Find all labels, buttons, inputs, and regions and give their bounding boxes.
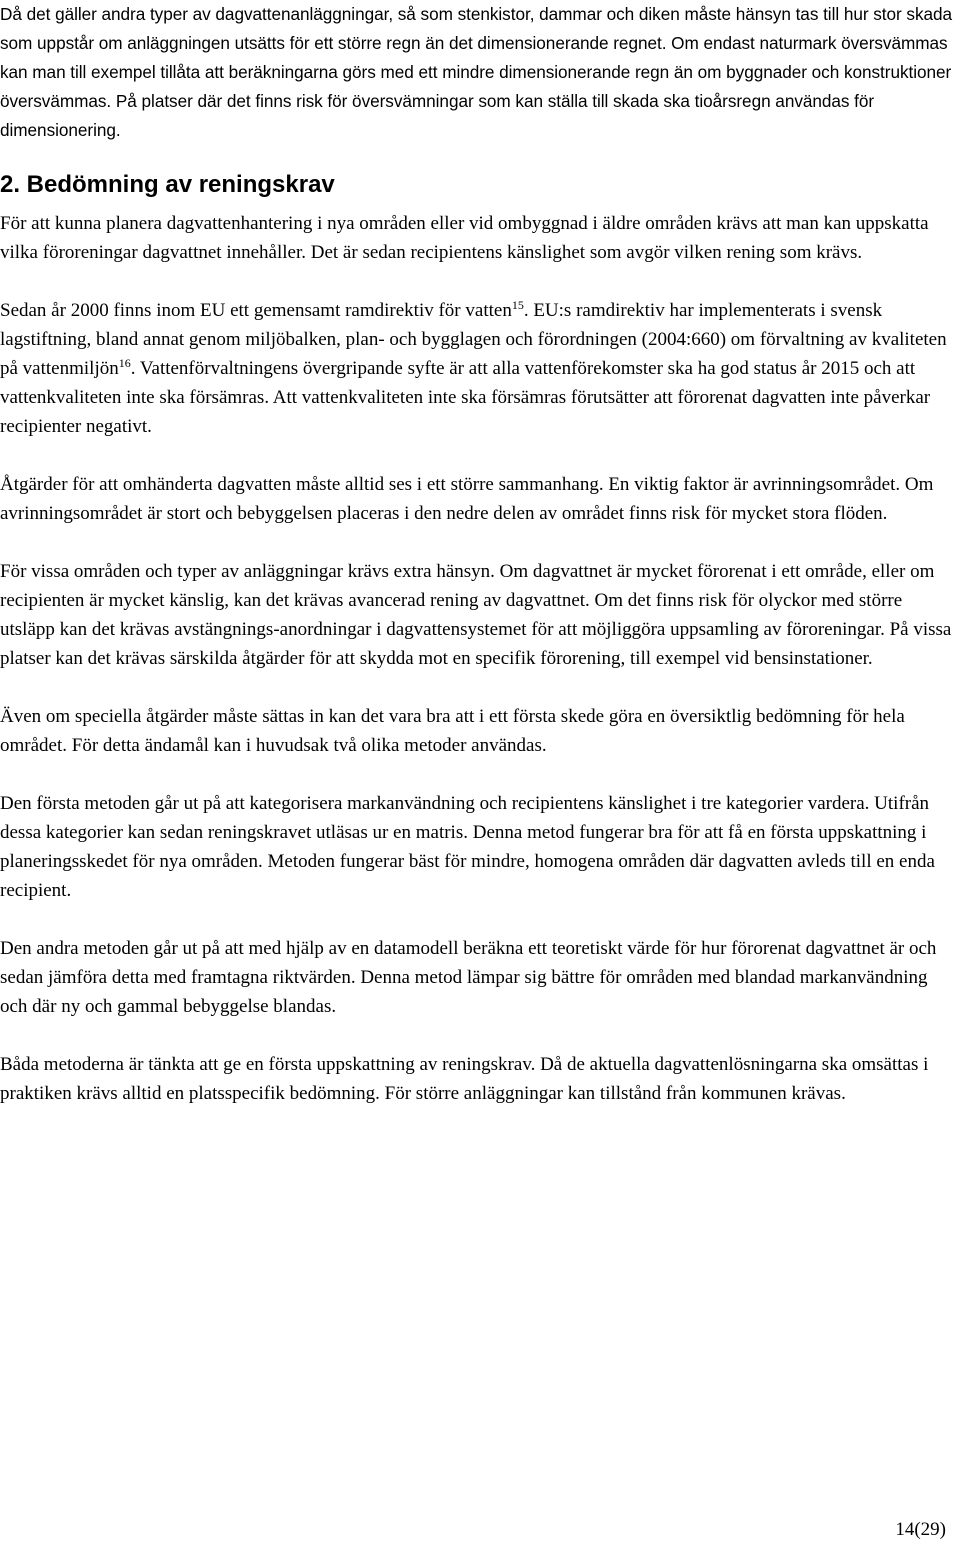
paragraph-eu-directive-text-a: Sedan år 2000 finns inom EU ett gemensamt ramdirektiv för vatten <box>0 300 512 321</box>
paragraph-first-method: Den första metoden går ut på att kategorisera markanvändning och recipientens känslighet i tre kategorier vardera. Utifrån dessa kategorier kan sedan reningskravet utläsas ur en matris. Denna metod fungerar bra för att få en första uppskattning i planeringsskedet för nya områden. Metoden fungerar bäst för mindre, homogena områden där dagvatten avleds till en enda recipient. <box>0 793 935 901</box>
paragraph-both-methods: Båda metoderna är tänkta att ge en första uppskattning av reningskrav. Då de aktuella dagvattenlösningarna ska omsättas i praktiken krävs alltid en platsspecifik bedömning. För större anläggningar kan tillstånd från kommunen krävas. <box>0 1054 929 1104</box>
intro-text-part1: Då det gäller andra typer av dagvattenanläggningar, så som stenkistor, dammar och diken måste hänsyn tas till hur stor skada som uppstår om anläggningen utsätts för ett större regn än det dimensionerande regnet. Om endast naturmark översvämmas kan man till exempel tillåta att beräkningarna görs med ett mindre dimensionerande regn än om byggnader och konstruktioner översvämmas. <box>0 4 953 111</box>
intro-paragraph <box>0 0 954 145</box>
paragraph-assessment: För att kunna planera dagvattenhantering i nya områden eller vid ombyggnad i äldre områden krävs att man kan uppskatta vilka föroreningar dagvattnet innehåller. Det är sedan recipientens känslighet som avgör vilken rening som krävs. <box>0 213 929 263</box>
section-heading: 2. Bedömning av reningskrav <box>0 171 335 198</box>
paragraph-overview: Även om speciella åtgärder måste sättas in kan det vara bra att i ett första skede göra en översiktlig bedömning för hela området. För detta ändamål kan i huvudsak två olika metoder användas. <box>0 706 905 756</box>
paragraph-catchment: Åtgärder för att omhänderta dagvatten måste alltid ses i ett större sammanhang. En viktig faktor är avrinningsområdet. Om avrinningsområdet är stort och bebyggelsen placeras i den nedre delen av området finns risk för mycket stora flöden. <box>0 474 934 524</box>
paragraph-eu-directive <box>0 296 954 441</box>
intro-text-part2: På platser där det finns risk för översvämningar som kan ställa till skada ska tioårsregn användas för dimensionering. <box>0 91 875 140</box>
footnote-ref-16: 16 <box>118 356 131 370</box>
page-number: 14(29) <box>895 1519 946 1540</box>
footnote-ref-15: 15 <box>511 298 524 312</box>
paragraph-special-measures: För vissa områden och typer av anläggningar krävs extra hänsyn. Om dagvattnet är mycket förorenat i ett område, eller om recipienten är mycket känslig, kan det krävas avancerad rening av dagvattnet. Om det finns risk för olyckor med större utsläpp kan det krävas avstängnings-anordningar i dagvattensystemet för att möjliggöra uppsamling av föroreningar. På vissa platser kan det krävas särskilda åtgärder för att skydda mot en specifik förorening, till exempel vid bensinstationer. <box>0 561 952 669</box>
paragraph-eu-directive-text-b: . EU:s ramdirektiv har implementerats i svensk lagstiftning, bland annat genom miljöbalken, plan- och bygglagen och förordningen (2004:660) om förvaltning av kvaliteten på vattenmiljön <box>0 300 947 379</box>
paragraph-eu-directive-text-c: . Vattenförvaltningens övergripande syfte är att alla vattenförekomster ska ha god status år 2015 och att vattenkvaliteten inte ska försämras. Att vattenkvaliteten inte ska försämras förutsätter att förorenat dagvatten inte påverkar recipienter negativt. <box>0 358 931 437</box>
paragraph-second-method: Den andra metoden går ut på att med hjälp av en datamodell beräkna ett teoretiskt värde för hur förorenat dagvattnet är och sedan jämföra detta med framtagna riktvärden. Denna metod lämpar sig bättre för områden med blandad markanvändning och där ny och gammal bebyggelse blandas. <box>0 938 937 1017</box>
